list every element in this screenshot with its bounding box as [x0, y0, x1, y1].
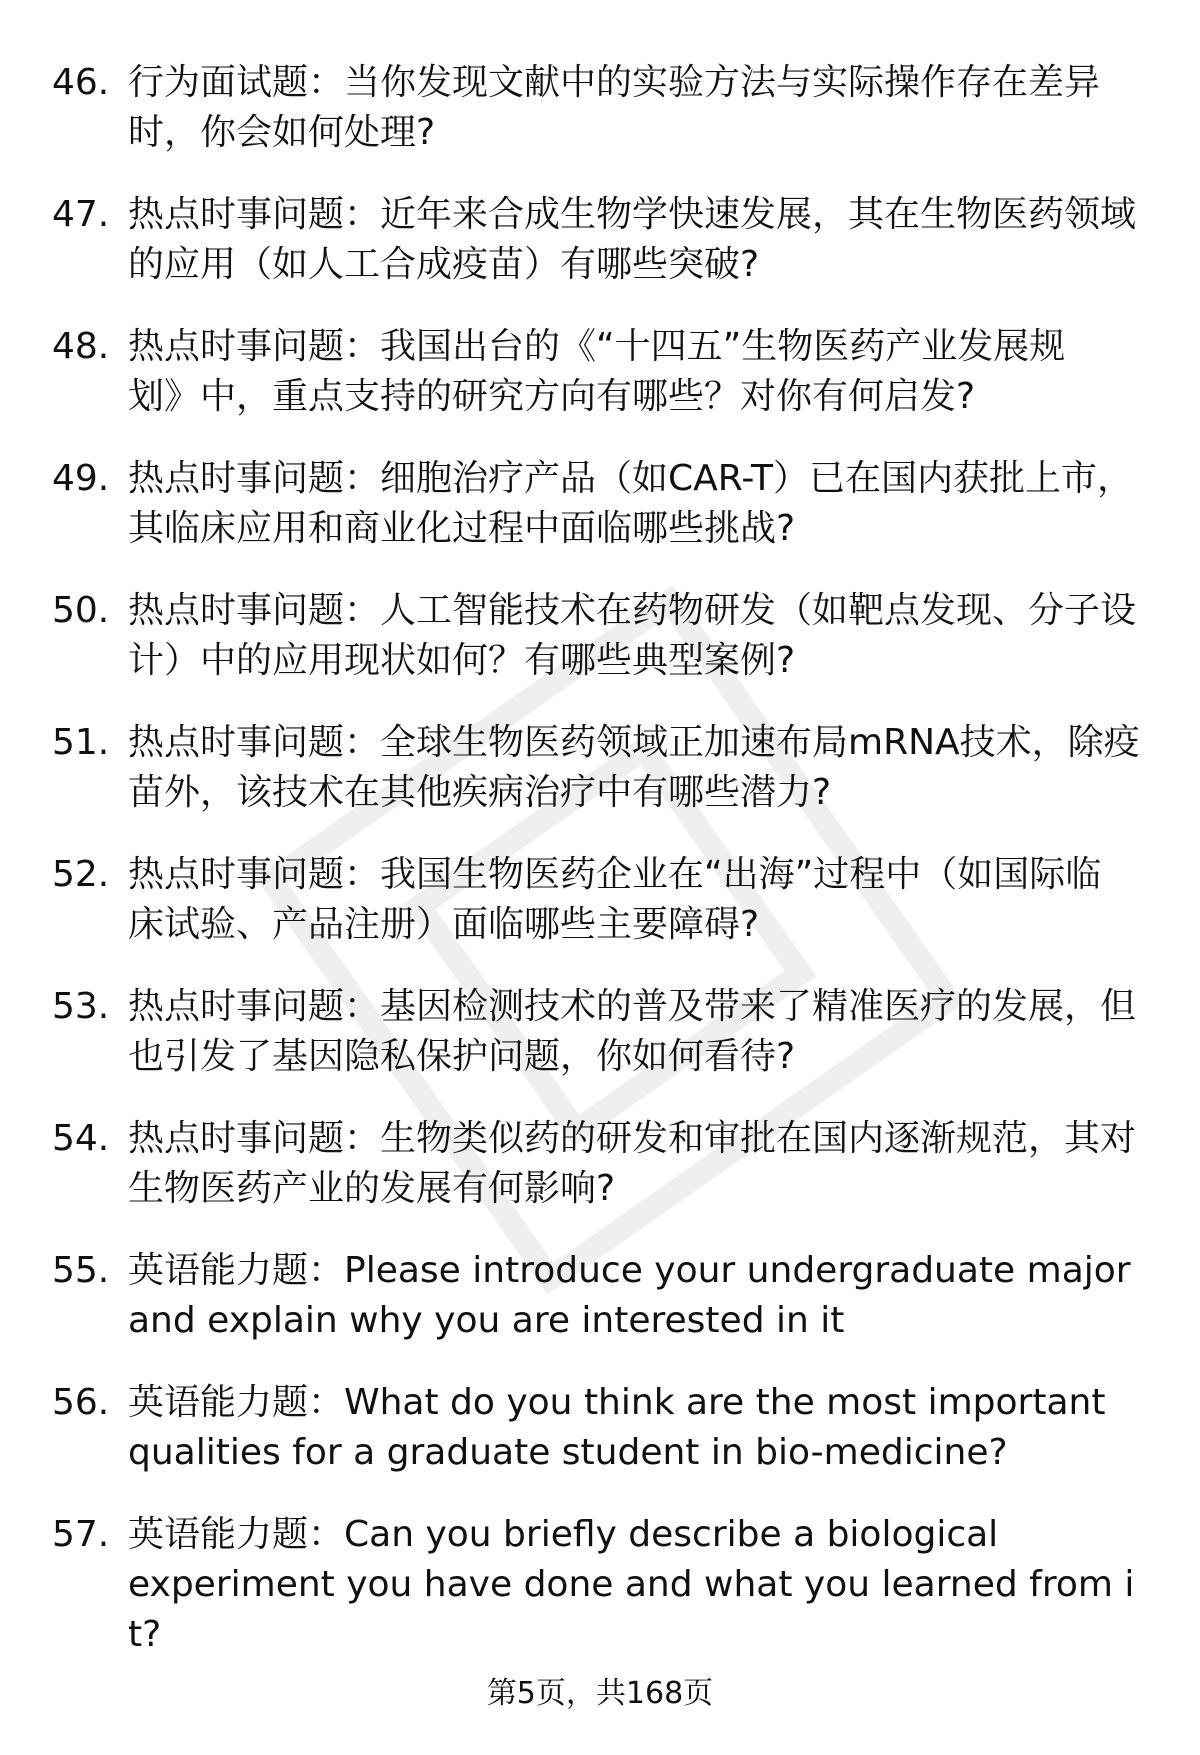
question-number: 54.	[52, 1118, 110, 1159]
question-number: 55.	[52, 1250, 110, 1291]
question-item	[0, 718, 1200, 818]
question-item	[0, 58, 1200, 158]
question-item	[0, 1114, 1200, 1214]
question-text: 热点时事问题：近年来合成生物学快速发展，其在生物医药领域 的应用（如人工合成疫苗）有哪些突破?	[128, 194, 1137, 285]
question-text: 英语能力题：What do you think are the most important qualities for a graduate student in bio-medicine?	[128, 1382, 1106, 1473]
question-text: 热点时事问题：我国出台的《“十四五”生物医药产业发展规 划》中，重点支持的研究方向有哪些？对你有何启发?	[128, 326, 1066, 417]
question-number: 49.	[52, 458, 110, 499]
question-number: 53.	[52, 986, 110, 1027]
question-text: 热点时事问题：细胞治疗产品（如CAR-T）已在国内获批上市， 其临床应用和商业化过程中面临哪些挑战?	[128, 458, 1133, 549]
question-number: 47.	[52, 194, 110, 235]
question-item	[0, 1510, 1200, 1655]
question-text: 英语能力题：Can you briefly describe a biological experiment you have done and what you learned from it?	[128, 1514, 1135, 1655]
question-text: 英语能力题：Please introduce your undergraduate major and explain why you are interested in it	[128, 1250, 1131, 1341]
question-item	[0, 1378, 1200, 1478]
question-item	[0, 1246, 1200, 1346]
question-number: 57.	[52, 1514, 110, 1555]
question-item	[0, 850, 1200, 950]
question-text: 热点时事问题：我国生物医药企业在“出海”过程中（如国际临 床试验、产品注册）面临哪些主要障碍?	[128, 854, 1102, 945]
question-item	[0, 454, 1200, 554]
page-number-label: 第5页，共168页	[486, 1676, 714, 1711]
question-number: 51.	[52, 722, 110, 763]
page-footer	[0, 1672, 1200, 1716]
question-number: 50.	[52, 590, 110, 631]
question-item	[0, 982, 1200, 1082]
question-item	[0, 322, 1200, 422]
question-text: 热点时事问题：基因检测技术的普及带来了精准医疗的发展，但 也引发了基因隐私保护问题，你如何看待?	[128, 986, 1137, 1077]
question-text: 热点时事问题：人工智能技术在药物研发（如靶点发现、分子设 计）中的应用现状如何？有哪些典型案例?	[128, 590, 1137, 681]
question-number: 56.	[52, 1382, 110, 1423]
question-text: 行为面试题：当你发现文献中的实验方法与实际操作存在差异 时，你会如何处理?	[128, 62, 1101, 153]
question-item	[0, 190, 1200, 290]
question-list	[0, 58, 1200, 1655]
question-text: 热点时事问题：生物类似药的研发和审批在国内逐渐规范，其对 生物医药产业的发展有何影响?	[128, 1118, 1137, 1209]
question-text: 热点时事问题：全球生物医药领域正加速布局mRNA技术，除疫 苗外，该技术在其他疾病治疗中有哪些潜力?	[128, 722, 1140, 813]
question-number: 46.	[52, 62, 110, 103]
question-number: 52.	[52, 854, 110, 895]
question-item	[0, 586, 1200, 686]
question-number: 48.	[52, 326, 110, 367]
